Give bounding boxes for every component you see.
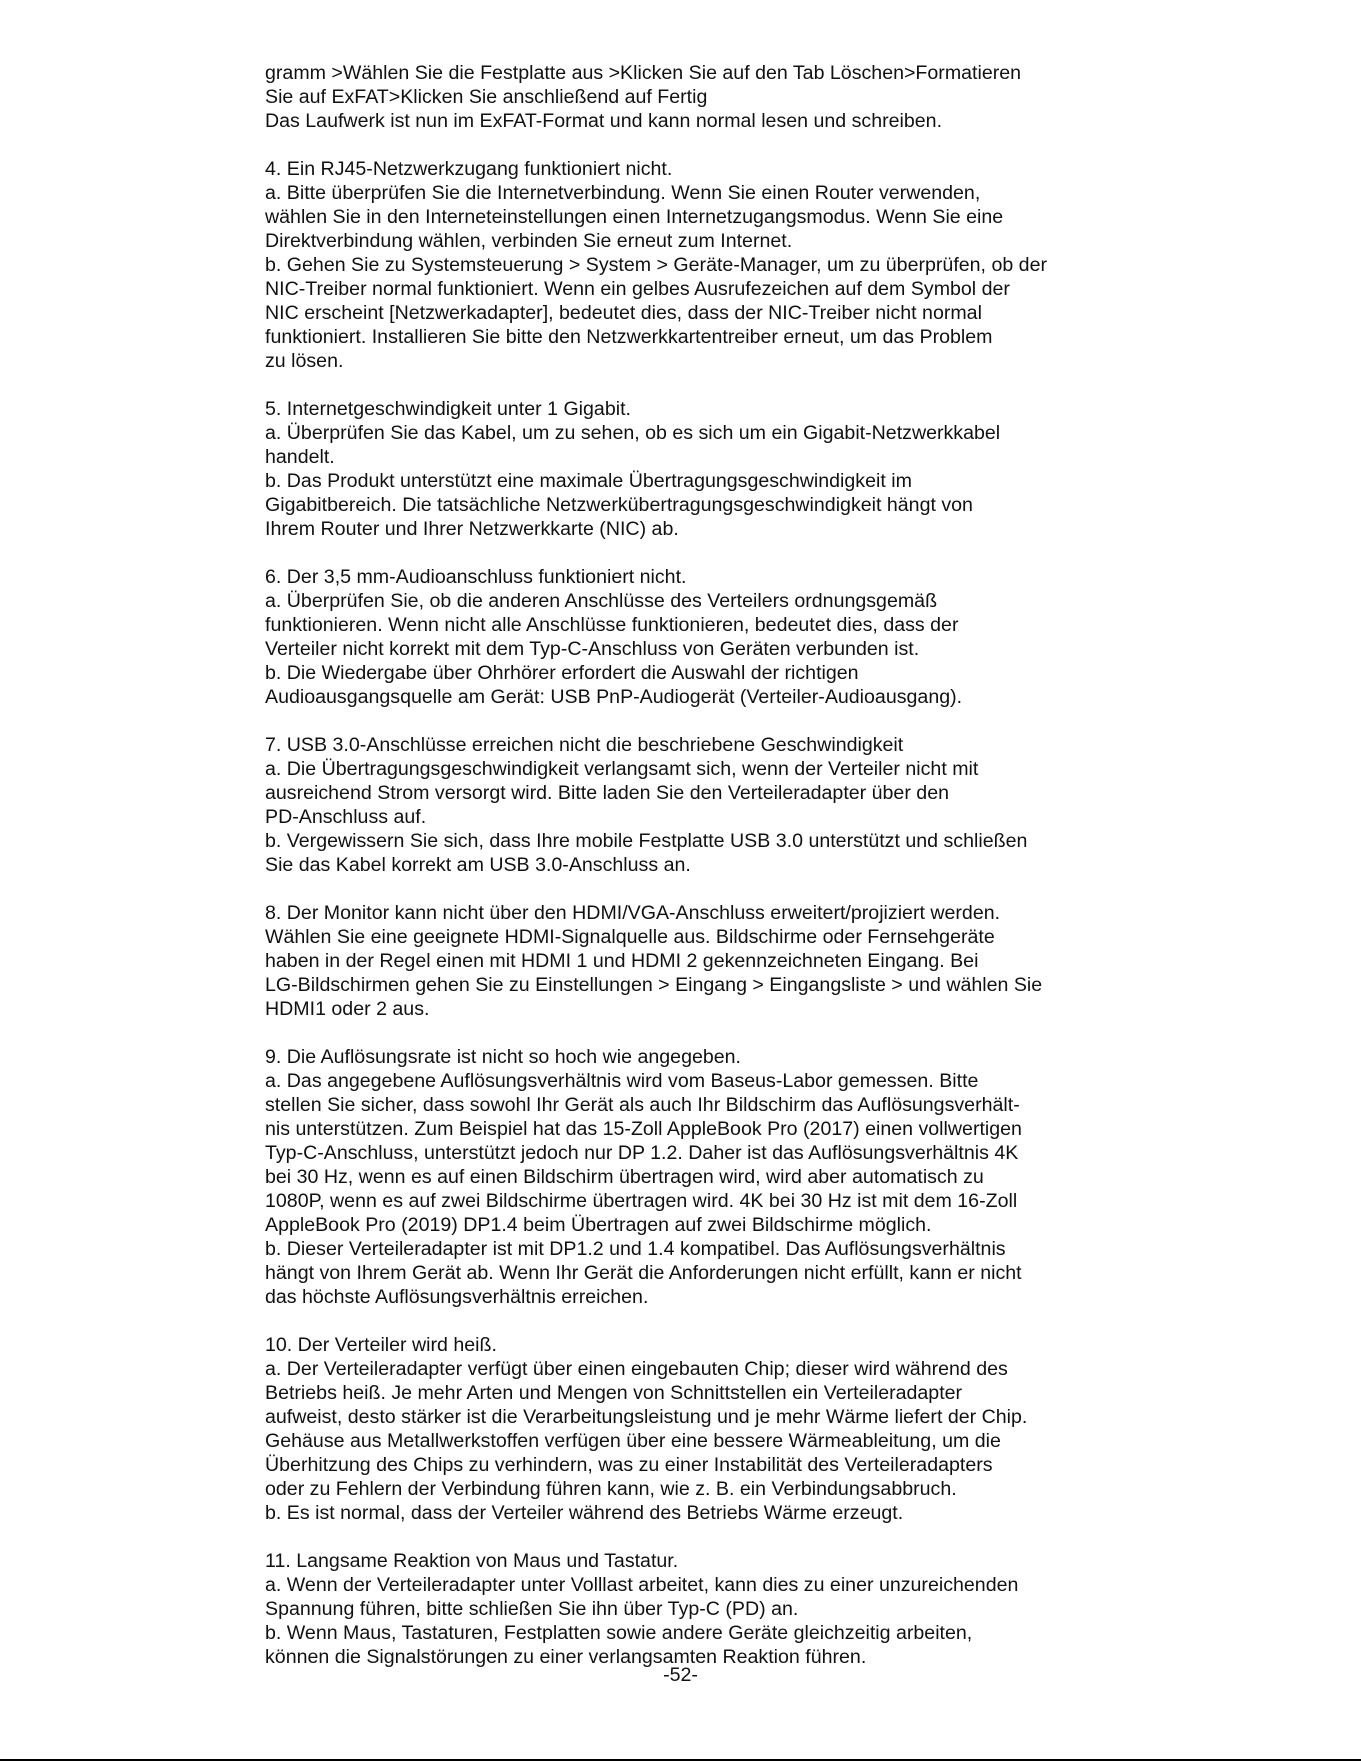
text-line: b. Wenn Maus, Tastaturen, Festplatten sowie andere Geräte gleichzeitig arbeiten,: [265, 1622, 973, 1644]
text-line: Sie auf ExFAT>Klicken Sie anschließend auf Fertig: [265, 86, 708, 108]
text-line: Das Laufwerk ist nun im ExFAT-Format und kann normal lesen und schreiben.: [265, 110, 943, 132]
text-line: funktionieren. Wenn nicht alle Anschlüsse funktionieren, bedeutet dies, dass der: [265, 614, 959, 636]
text-line: 9. Die Auflösungsrate ist nicht so hoch wie angegeben.: [265, 1046, 741, 1068]
text-line: 5. Internetgeschwindigkeit unter 1 Gigabit.: [265, 398, 631, 420]
text-line: NIC-Treiber normal funktioniert. Wenn ein gelbes Ausrufezeichen auf dem Symbol der: [265, 278, 1010, 300]
section-9: [265, 1549, 1065, 1669]
section-4: [265, 565, 1065, 709]
text-line: 10. Der Verteiler wird heiß.: [265, 1334, 497, 1356]
text-line: Betriebs heiß. Je mehr Arten und Mengen von Schnittstellen ein Verteileradapter: [265, 1382, 963, 1404]
text-line: a. Überprüfen Sie das Kabel, um zu sehen, ob es sich um ein Gigabit-Netzwerkkabel: [265, 422, 1001, 444]
text-line: 1080P, wenn es auf zwei Bildschirme übertragen wird. 4K bei 30 Hz ist mit dem 16-Zoll: [265, 1190, 1018, 1212]
text-line: Gigabitbereich. Die tatsächliche Netzwerkübertragungsgeschwindigkeit hängt von: [265, 494, 973, 516]
section-7: [265, 1045, 1065, 1309]
section-spacer: [265, 1021, 1065, 1045]
text-line: Sie das Kabel korrekt am USB 3.0-Anschluss an.: [265, 854, 691, 876]
text-line: a. Die Übertragungsgeschwindigkeit verlangsamt sich, wenn der Verteiler nicht mit: [265, 758, 979, 780]
section-6: [265, 901, 1065, 1021]
section-3: [265, 397, 1065, 541]
text-line: Typ-C-Anschluss, unterstützt jedoch nur DP 1.2. Daher ist das Auflösungsverhältnis 4K: [265, 1142, 1019, 1164]
text-line: b. Dieser Verteileradapter ist mit DP1.2 und 1.4 kompatibel. Das Auflösungsverhältnis: [265, 1238, 1006, 1260]
text-line: gramm >Wählen Sie die Festplatte aus >Klicken Sie auf den Tab Löschen>Formatieren: [265, 62, 1022, 84]
section-spacer: [265, 877, 1065, 901]
text-line: a. Wenn der Verteileradapter unter Volllast arbeitet, kann dies zu einer unzureichenden: [265, 1574, 1019, 1596]
text-line: oder zu Fehlern der Verbindung führen kann, wie z. B. ein Verbindungsabbruch.: [265, 1478, 957, 1500]
text-line: a. Bitte überprüfen Sie die Internetverbindung. Wenn Sie einen Router verwenden,: [265, 182, 981, 204]
text-line: Ihrem Router und Ihrer Netzwerkkarte (NIC) ab.: [265, 518, 679, 540]
text-line: 4. Ein RJ45-Netzwerkzugang funktioniert nicht.: [265, 158, 673, 180]
text-line: 7. USB 3.0-Anschlüsse erreichen nicht die beschriebene Geschwindigkeit: [265, 734, 904, 756]
page-body: [265, 61, 1065, 1669]
section-5: [265, 733, 1065, 877]
section-spacer: [265, 709, 1065, 733]
section-spacer: [265, 1309, 1065, 1333]
text-line: NIC erscheint [Netzwerkadapter], bedeutet dies, dass der NIC-Treiber nicht normal: [265, 302, 982, 324]
text-line: AppleBook Pro (2019) DP1.4 beim Übertragen auf zwei Bildschirme möglich.: [265, 1214, 932, 1236]
text-line: b. Es ist normal, dass der Verteiler während des Betriebs Wärme erzeugt.: [265, 1502, 904, 1524]
text-line: a. Das angegebene Auflösungsverhältnis wird vom Baseus-Labor gemessen. Bitte: [265, 1070, 979, 1092]
section-spacer: [265, 541, 1065, 565]
text-line: aufweist, desto stärker ist die Verarbeitungsleistung und je mehr Wärme liefert der Chip.: [265, 1406, 1028, 1428]
text-line: Direktverbindung wählen, verbinden Sie erneut zum Internet.: [265, 230, 793, 252]
text-line: b. Gehen Sie zu Systemsteuerung > System > Geräte-Manager, um zu überprüfen, ob der: [265, 254, 1047, 276]
text-line: das höchste Auflösungsverhältnis erreichen.: [265, 1286, 649, 1308]
text-line: b. Das Produkt unterstützt eine maximale Übertragungsgeschwindigkeit im: [265, 470, 912, 492]
text-line: b. Die Wiedergabe über Ohrhörer erfordert die Auswahl der richtigen: [265, 662, 859, 684]
text-line: ausreichend Strom versorgt wird. Bitte laden Sie den Verteileradapter über den: [265, 782, 949, 804]
text-line: Verteiler nicht korrekt mit dem Typ-C-Anschluss von Geräten verbunden ist.: [265, 638, 920, 660]
text-line: können die Signalstörungen zu einer verlangsamten Reaktion führen.: [265, 1646, 867, 1668]
text-line: Wählen Sie eine geeignete HDMI-Signalquelle aus. Bildschirme oder Fernsehgeräte: [265, 926, 995, 948]
section-2: [265, 157, 1065, 373]
text-line: Spannung führen, bitte schließen Sie ihn über Typ-C (PD) an.: [265, 1598, 799, 1620]
text-line: bei 30 Hz, wenn es auf einen Bildschirm übertragen wird, wird aber automatisch zu: [265, 1166, 984, 1188]
section-8: [265, 1333, 1065, 1525]
text-line: PD-Anschluss auf.: [265, 806, 427, 828]
text-line: nis unterstützen. Zum Beispiel hat das 15-Zoll AppleBook Pro (2017) einen vollwertigen: [265, 1118, 1022, 1140]
text-line: handelt.: [265, 446, 335, 468]
text-line: haben in der Regel einen mit HDMI 1 und HDMI 2 gekennzeichneten Eingang. Bei: [265, 950, 979, 972]
text-line: wählen Sie in den Interneteinstellungen einen Internetzugangsmodus. Wenn Sie eine: [265, 206, 1004, 228]
text-line: a. Überprüfen Sie, ob die anderen Anschlüsse des Verteilers ordnungsgemäß: [265, 590, 938, 612]
text-line: Überhitzung des Chips zu verhindern, was zu einer Instabilität des Verteileradapters: [265, 1454, 993, 1476]
text-line: HDMI1 oder 2 aus.: [265, 998, 430, 1020]
text-line: stellen Sie sicher, dass sowohl Ihr Gerät als auch Ihr Bildschirm das Auflösungsverhält-: [265, 1094, 1020, 1116]
text-line: LG-Bildschirmen gehen Sie zu Einstellungen > Eingang > Eingangsliste > und wählen Sie: [265, 974, 1043, 996]
text-line: 8. Der Monitor kann nicht über den HDMI/VGA-Anschluss erweitert/projiziert werden.: [265, 902, 1001, 924]
text-line: hängt von Ihrem Gerät ab. Wenn Ihr Gerät die Anforderungen nicht erfüllt, kann er nicht: [265, 1262, 1022, 1284]
text-line: funktioniert. Installieren Sie bitte den Netzwerkkartentreiber erneut, um das Problem: [265, 326, 993, 348]
text-line: zu lösen.: [265, 350, 344, 372]
text-line: b. Vergewissern Sie sich, dass Ihre mobile Festplatte USB 3.0 unterstützt und schließen: [265, 830, 1028, 852]
section-spacer: [265, 133, 1065, 157]
section-spacer: [265, 1525, 1065, 1549]
text-line: Audioausgangsquelle am Gerät: USB PnP-Audiogerät (Verteiler-Audioausgang).: [265, 686, 963, 708]
text-line: Gehäuse aus Metallwerkstoffen verfügen über eine bessere Wärmeableitung, um die: [265, 1430, 1001, 1452]
page-number: -52-: [663, 1664, 698, 1686]
text-line: 11. Langsame Reaktion von Maus und Tastatur.: [265, 1550, 679, 1572]
section-spacer: [265, 373, 1065, 397]
text-line: a. Der Verteileradapter verfügt über einen eingebauten Chip; dieser wird während des: [265, 1358, 1008, 1380]
section-1: [265, 61, 1065, 133]
text-line: 6. Der 3,5 mm-Audioanschluss funktioniert nicht.: [265, 566, 687, 588]
